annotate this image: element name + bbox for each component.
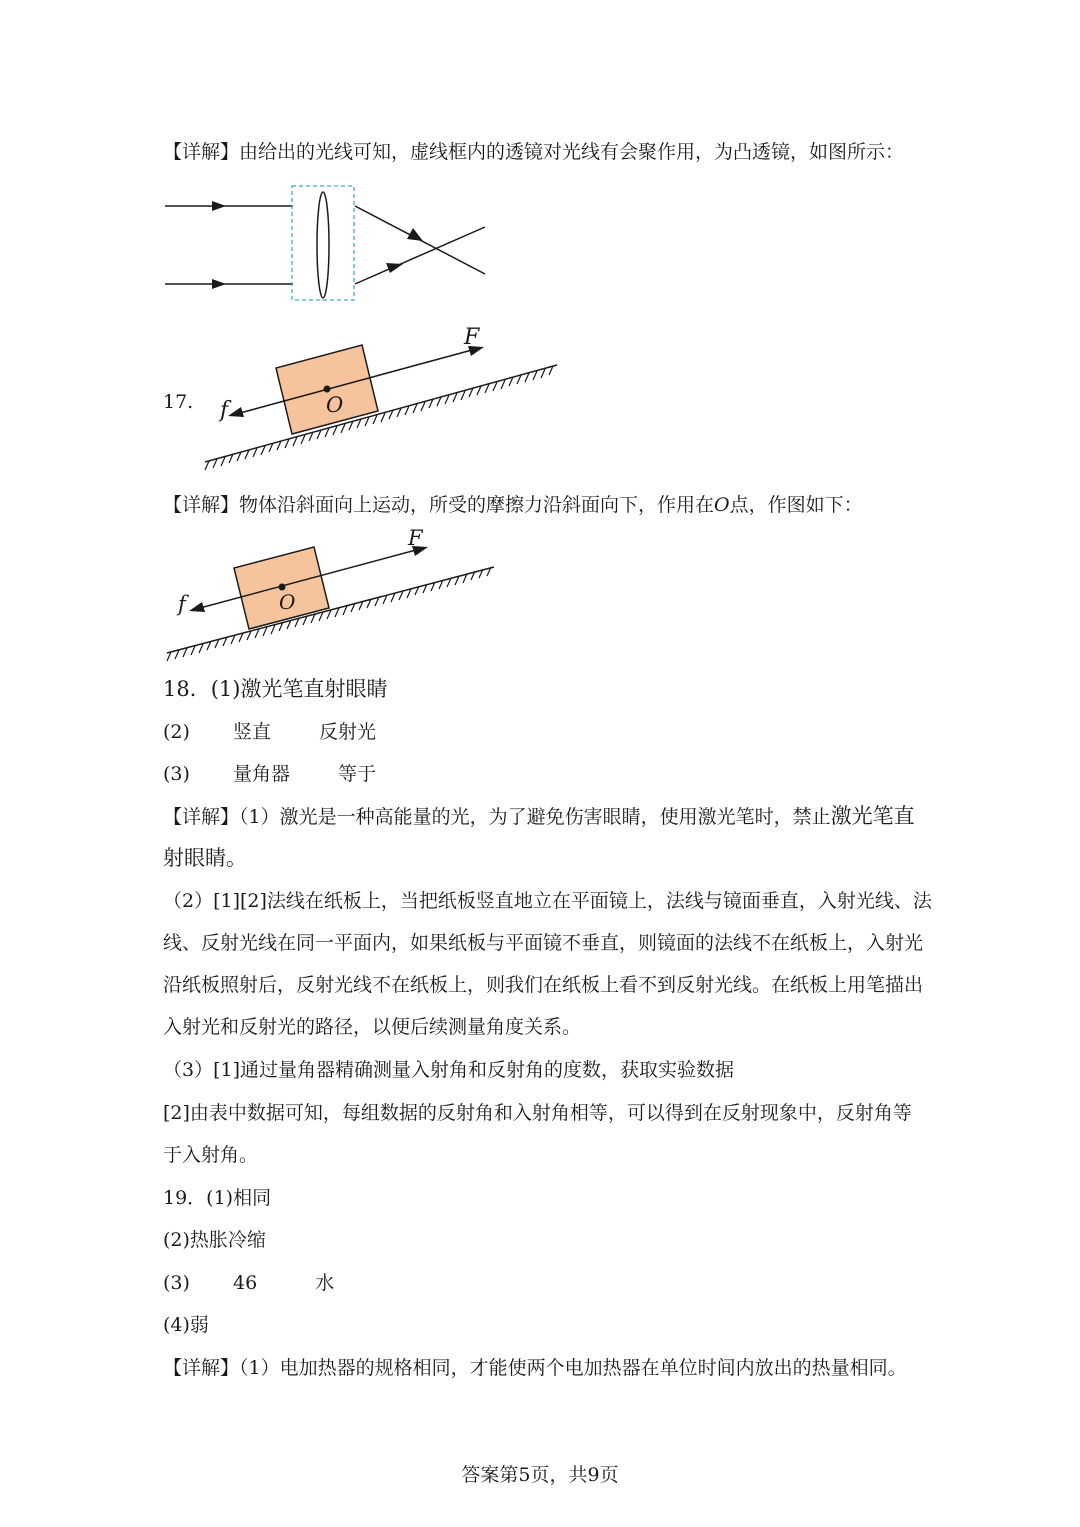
convex-lens-diagram <box>160 180 500 305</box>
q19-detail-1: 【详解】（1）电加热器的规格相同，才能使两个电加热器在单位时间内放出的热量相同。 <box>163 1357 907 1379</box>
q18-detail-2: （2）[1][2]法线在纸板上，当把纸板竖直地立在平面镜上，法线与镜面垂直，入射光线、法 <box>163 890 932 912</box>
arrowhead <box>212 279 226 289</box>
dashed-lens-box <box>292 186 354 300</box>
q18-detail-2: 入射光和反射光的路径，以便后续测量角度关系。 <box>163 1016 582 1038</box>
arrowhead <box>386 263 403 273</box>
label-f: f <box>220 398 229 423</box>
incline-force-diagram-answer <box>160 525 505 670</box>
label-O: O <box>279 590 296 614</box>
q18-detail-3: [2]由表中数据可知，每组数据的反射角和入射角相等，可以得到在反射现象中，反射角等 <box>163 1102 912 1124</box>
label-F: F <box>408 526 423 550</box>
q18-detail-3: （3）[1]通过量角器精确测量入射角和反射角的度数，获取实验数据 <box>163 1059 735 1081</box>
arrowhead <box>212 201 226 211</box>
convex-lens <box>317 192 329 298</box>
arrowhead-f <box>189 602 205 612</box>
q18-detail-2: 沿纸板照射后，反射光线不在纸板上，则我们在纸板上看不到反射光线。在纸板上用笔描出 <box>163 974 924 996</box>
q18-answer-3: (3) 量角器 等于 <box>163 763 377 785</box>
q18-detail-3: 于入射角。 <box>163 1144 259 1166</box>
q18-detail-1-cont: 射眼睛。 <box>163 846 247 870</box>
q16-detail: 【详解】由给出的光线可知，虚线框内的透镜对光线有会聚作用，为凸透镜，如图所示： <box>163 141 905 163</box>
label-O: O <box>326 393 344 417</box>
q17-number: 17. <box>163 391 194 413</box>
q19-answer-4: (4)弱 <box>163 1314 209 1336</box>
q18-detail-2: 线、反射光线在同一平面内，如果纸板与平面镜不垂直，则镜面的法线不在纸板上，入射光 <box>163 932 924 954</box>
arrowhead-f <box>228 407 244 417</box>
explain-label: 【详解】 <box>163 141 240 163</box>
point-O <box>324 386 331 393</box>
label-F: F <box>464 325 480 350</box>
page-footer: 答案第5页，共9页 <box>461 1464 619 1486</box>
refracted-ray-bottom <box>355 227 485 284</box>
label-f: f <box>178 592 186 616</box>
q19-answer-2: (2)热胀冷缩 <box>163 1229 266 1251</box>
q19-answer-3: (3) 46 水 <box>163 1272 335 1294</box>
q18-detail-1: 【详解】（1）激光是一种高能量的光，为了避免伤害眼睛，使用激光笔时，禁止激光笔直 <box>163 804 915 828</box>
incline-surface <box>205 365 557 462</box>
q18-answer-2: (2) 竖直 反射光 <box>163 721 377 743</box>
q17-detail: 【详解】物体沿斜面向上运动，所受的摩擦力沿斜面向下，作用在O点，作图如下： <box>163 494 863 516</box>
q18-answer-1: 18．(1)激光笔直射眼睛 <box>163 677 388 701</box>
incline-force-diagram-q17 <box>200 325 565 475</box>
q19-answer-1: 19．(1)相同 <box>163 1187 272 1209</box>
